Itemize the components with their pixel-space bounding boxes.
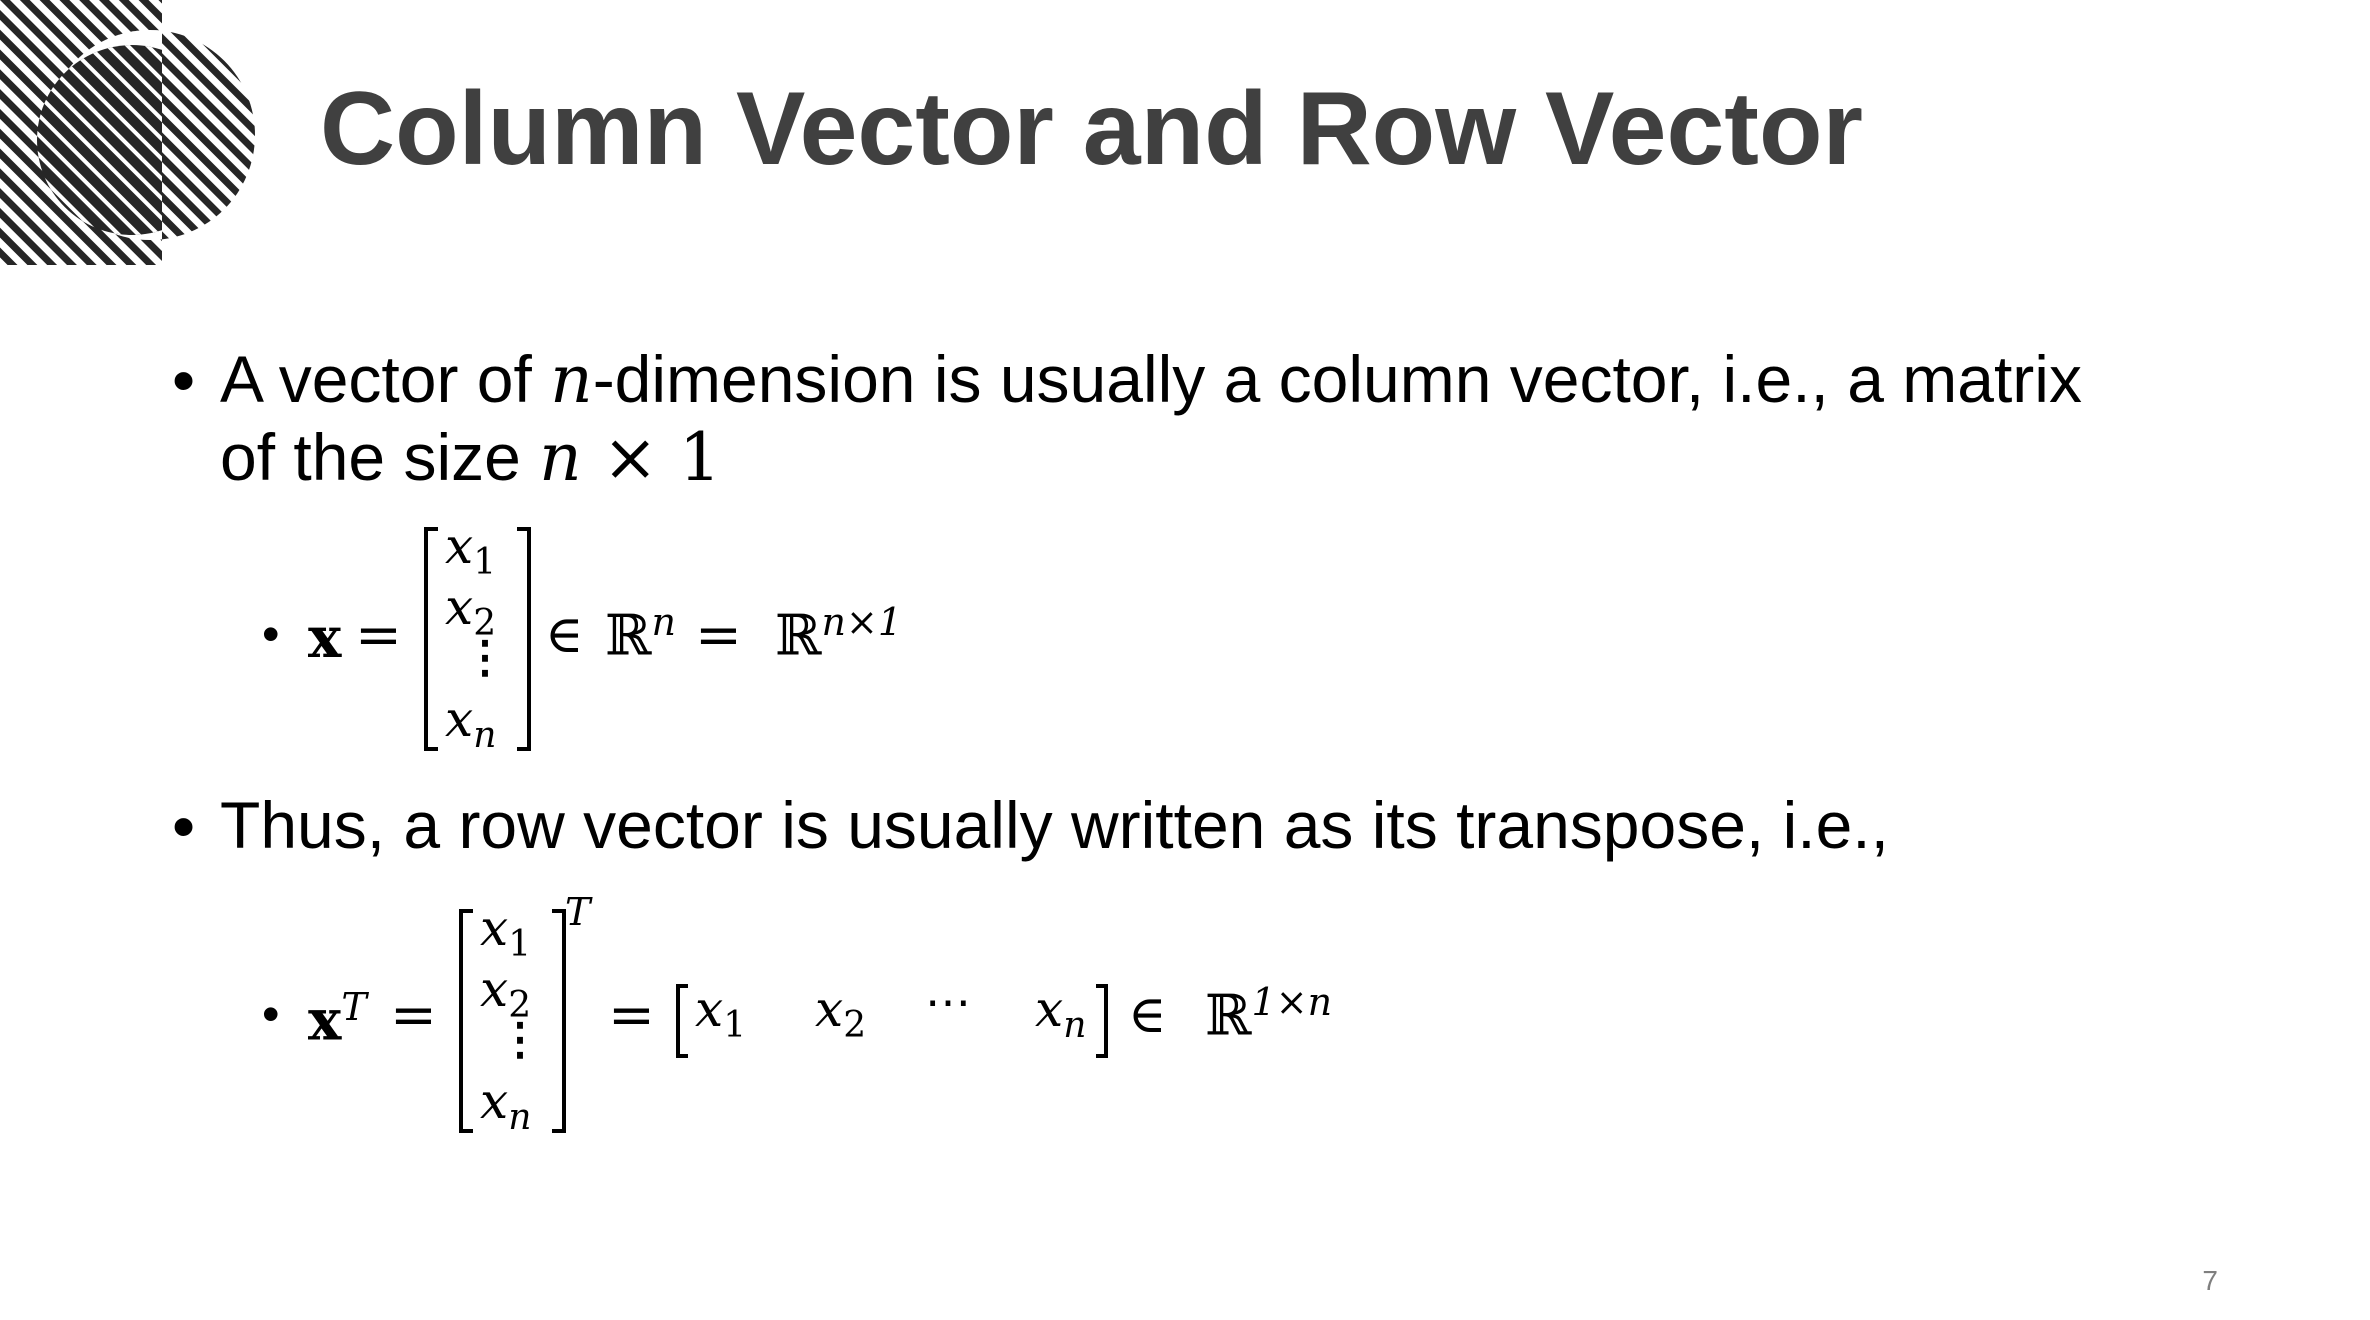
bullet-marker: • (172, 343, 196, 417)
sub2-matrix-sup-T (565, 890, 590, 934)
sub2-bold-x: x (308, 987, 342, 1054)
bullet-1-line-2 (220, 418, 721, 497)
sub2-x-transpose (308, 985, 367, 1054)
sub1-bold-x: x (308, 605, 342, 671)
bullet-1-var-n: n (550, 341, 593, 418)
sub1-entry-2-sub: 2 (473, 603, 497, 644)
striped-circles-decoration-icon (0, 0, 270, 270)
sub1-equals-2: = (695, 603, 742, 668)
sub2-entry-1-x: x (480, 899, 509, 957)
bullet-1-line2-times: × 1 (581, 419, 721, 496)
sub2-equals: = (390, 983, 437, 1048)
sub2-matrix-entry-1 (480, 899, 531, 965)
sub2-row-entry-n (1035, 980, 1086, 1046)
sub1-reals-sup: n (651, 600, 677, 644)
sub2-sup-T: T (341, 985, 367, 1029)
sub2-row-2-sub: 2 (843, 1005, 867, 1046)
sub1-entry-n-sub: n (473, 715, 497, 756)
sub2-row-1-sub: 1 (723, 1005, 747, 1046)
sub-bullet-1-marker: • (262, 606, 280, 662)
bullet-1-text-b: -dimension is usually a column vector, i.e., a matrix (592, 342, 2082, 416)
sub2-matrix-entry-n (480, 1072, 531, 1138)
sub1-entry-1-sub: 1 (473, 542, 497, 583)
sub1-entry-1-x: x (445, 517, 474, 575)
bullet-2-text: Thus, a row vector is usually written as its transpose, i.e., (220, 788, 1889, 862)
bullet-1-line2-text: of the size (220, 420, 540, 494)
sub1-matrix-entry-n (445, 690, 496, 756)
sub1-matrix-entry-1 (445, 517, 496, 583)
sub2-row-n-x: x (1035, 980, 1064, 1038)
bullet-marker-2: • (172, 789, 196, 863)
sub2-reals (1205, 980, 1332, 1049)
sub1-element-of: ∈ (545, 605, 584, 665)
sub-bullet-2-marker: • (262, 986, 280, 1042)
sub2-entry-2-x: x (480, 960, 509, 1018)
sub2-row-entry-1 (695, 980, 746, 1046)
slide-title: Column Vector and Row Vector (320, 71, 1863, 187)
sub2-row-2-x: x (815, 980, 844, 1038)
sub1-reals-symbol: ℝ (605, 603, 652, 669)
sub2-reals-symbol: ℝ (1205, 983, 1252, 1049)
sub2-entry-2-sub: 2 (508, 985, 532, 1026)
sub2-row-n-sub: n (1063, 1005, 1087, 1046)
bullet-1-line2-n: n (539, 419, 582, 496)
sub2-element-of: ∈ (1128, 985, 1167, 1045)
sub2-row-1-x: x (695, 980, 724, 1038)
sub1-matrix-vdots: ⋮ (463, 632, 507, 683)
sub1-reals-2 (775, 600, 902, 669)
sub2-entry-n-x: x (480, 1072, 509, 1130)
bullet-1-line-1 (220, 340, 2082, 419)
sub2-row-entry-2 (815, 980, 866, 1046)
sub2-equals-2: = (608, 983, 655, 1048)
sub2-entry-n-sub: n (508, 1097, 532, 1138)
sub2-row-cdots: ⋯ (925, 975, 971, 1029)
sub1-reals (605, 600, 676, 669)
sub1-entry-2-x: x (445, 578, 474, 636)
sub1-equals: = (355, 603, 402, 668)
bullet-1-text-a: A vector of (220, 342, 551, 416)
sub2-matrix-vdots: ⋮ (498, 1014, 542, 1065)
sub2-entry-1-sub: 1 (508, 924, 532, 965)
sub1-reals2-symbol: ℝ (775, 603, 822, 669)
sub1-entry-n-x: x (445, 690, 474, 748)
sub1-reals2-sup: n×1 (821, 600, 903, 644)
page-number: 7 (2202, 1265, 2218, 1296)
sub2-matrix-sup-T-text: T (565, 890, 591, 934)
sub2-reals-sup: 1×n (1251, 980, 1333, 1024)
